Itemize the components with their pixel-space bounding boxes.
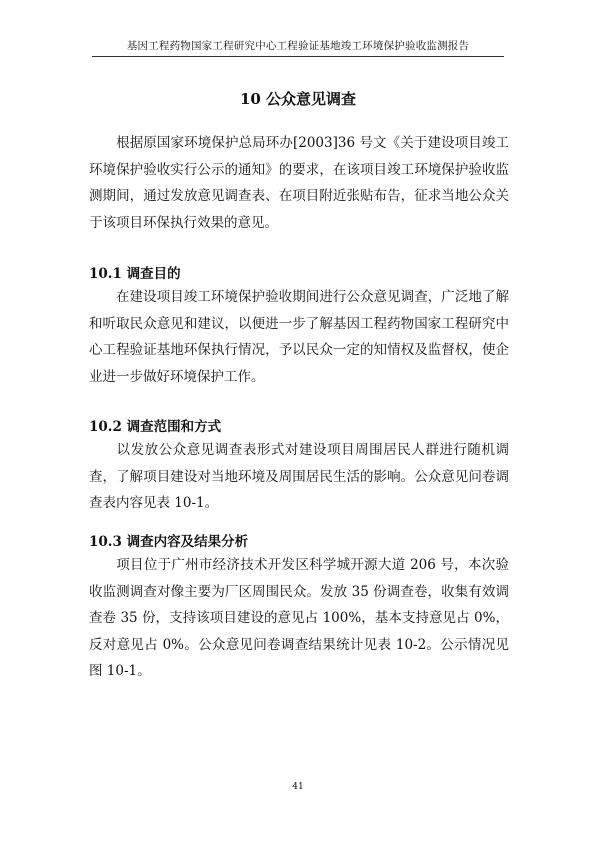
intro-paragraph [89, 130, 509, 236]
page-number: 41 [292, 782, 304, 792]
section-text-10-2: 以发放公众意见调查表形式对建设项目周围居民人群进行随机调查，了解项目建设对当地环境及周围居民生活的影响。公众意见问卷调查表内容见表 10-1。 [89, 442, 509, 511]
intro-text: 根据原国家环境保护总局环办[2003]36 号文《关于建设项目竣工环境保护验收实行公示的通知》的要求，在该项目竣工环境保护验收监测期间，通过发放意见调查表、在项目附近张贴布告，征求当地公众关于该项目环保执行效果的意见。 [89, 135, 509, 231]
section-text-10-1: 在建设项目竣工环境保护验收期间进行公众意见调查，广泛地了解和听取民众意见和建议，以便进一步了解基因工程药物国家工程研究中心工程验证基地环保执行情况，予以民众一定的知情权及监督权，使企业进一步做好环境保护工作。 [89, 289, 509, 385]
section-text-10-3: 项目位于广州市经济技术开发区科学城开源大道 206 号，本次验收监测调查对像主要为厂区周围民众。发放 35 份调查卷，收集有效调查卷 35 份，支持该项目建设的意见占 100%，基本支持意见占 0%，反对意见占 0%。公众意见问卷调查结果统计见表 10-2。公示情况见图 10-1。 [89, 557, 509, 679]
section-body-10-1 [89, 284, 509, 390]
section-heading-10-1: 10.1 调查目的 [89, 266, 181, 282]
section-body-10-2 [89, 437, 509, 517]
section-body-10-3 [89, 552, 509, 685]
running-header: 基因工程药物国家工程研究中心工程验证基地竣工环境保护验收监测报告 [92, 38, 504, 57]
section-heading-10-2: 10.2 调查范围和方式 [89, 419, 222, 435]
chapter-title: 10 公众意见调查 [239, 90, 357, 108]
section-heading-10-3: 10.3 调查内容及结果分析 [89, 534, 249, 550]
